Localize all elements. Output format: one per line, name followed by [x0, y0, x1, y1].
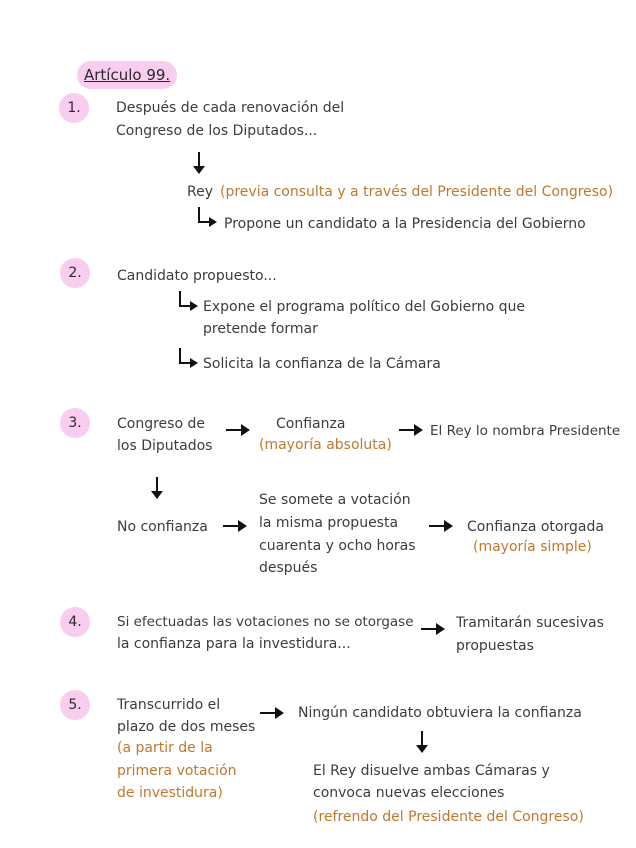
s4-line-1: Si efectuadas las votaciones no se otorgase: [117, 614, 414, 630]
s5-orange-1: (a partir de la: [117, 740, 213, 756]
elbow-arrow-icon: [177, 290, 199, 312]
s5-ninguno: Ningún candidato obtuviera la confianza: [298, 705, 582, 721]
s3-confianza: Confianza: [276, 416, 346, 432]
right-arrow-icon: [428, 519, 454, 533]
elbow-arrow-icon: [196, 206, 218, 228]
down-arrow-icon: [192, 151, 206, 175]
s2-solicita: Solicita la confianza de la Cámara: [203, 356, 441, 372]
down-arrow-icon: [150, 476, 164, 500]
s5-refrendo: (refrendo del Presidente del Congreso): [313, 809, 584, 825]
s5-orange-3: de investidura): [117, 785, 223, 801]
section-number-5: 5.: [60, 690, 90, 720]
right-arrow-icon: [420, 622, 446, 636]
s3-congreso-1: Congreso de: [117, 416, 205, 432]
right-arrow-icon: [222, 519, 248, 533]
s3-mayoria-simple: (mayoría simple): [473, 539, 592, 555]
s1-line-1: Después de cada renovación del: [116, 100, 345, 116]
section-number-2: 2.: [60, 258, 90, 288]
section-number-1: 1.: [59, 93, 89, 123]
s5-disuelve-2: convoca nuevas elecciones: [313, 785, 505, 801]
s2-expone-2: pretende formar: [203, 321, 318, 337]
s2-expone-1: Expone el programa político del Gobierno que: [203, 299, 525, 315]
s4-right-2: propuestas: [456, 638, 534, 654]
s3-somete-4: después: [259, 560, 318, 576]
s5-line-1: Transcurrido el: [117, 697, 221, 713]
s1-rey-note: (previa consulta y a través del Presidente del Congreso): [220, 184, 614, 200]
s1-rey: Rey: [187, 184, 213, 200]
s3-somete-3: cuarenta y ocho horas: [259, 538, 416, 554]
right-arrow-icon: [398, 423, 424, 437]
s4-right-1: Tramitarán sucesivas: [456, 615, 604, 631]
s5-orange-2: primera votación: [117, 763, 237, 779]
s3-confianza-otorgada: Confianza otorgada: [467, 519, 604, 535]
s3-no-confianza: No confianza: [117, 519, 208, 535]
s1-propone: Propone un candidato a la Presidencia del Gobierno: [224, 216, 586, 232]
s1-line-2: Congreso de los Diputados...: [116, 123, 318, 139]
s3-rey-nombra: El Rey lo nombra Presidente: [430, 423, 621, 439]
section-number-3: 3.: [60, 408, 90, 438]
s4-line-2: la confianza para la investidura...: [117, 636, 351, 652]
s5-line-2: plazo de dos meses: [117, 719, 256, 735]
s3-congreso-2: los Diputados: [117, 438, 213, 454]
down-arrow-icon: [415, 730, 429, 754]
s5-disuelve-1: El Rey disuelve ambas Cámaras y: [313, 763, 550, 779]
section-number-4: 4.: [60, 607, 90, 637]
s3-somete-1: Se somete a votación: [259, 492, 411, 508]
s3-somete-2: la misma propuesta: [259, 515, 399, 531]
s3-mayoria-absoluta: (mayoría absoluta): [259, 437, 392, 453]
s2-text: Candidato propuesto...: [117, 268, 277, 284]
elbow-arrow-icon: [177, 347, 199, 369]
right-arrow-icon: [259, 706, 285, 720]
right-arrow-icon: [225, 423, 251, 437]
page-title: Artículo 99.: [84, 66, 171, 84]
